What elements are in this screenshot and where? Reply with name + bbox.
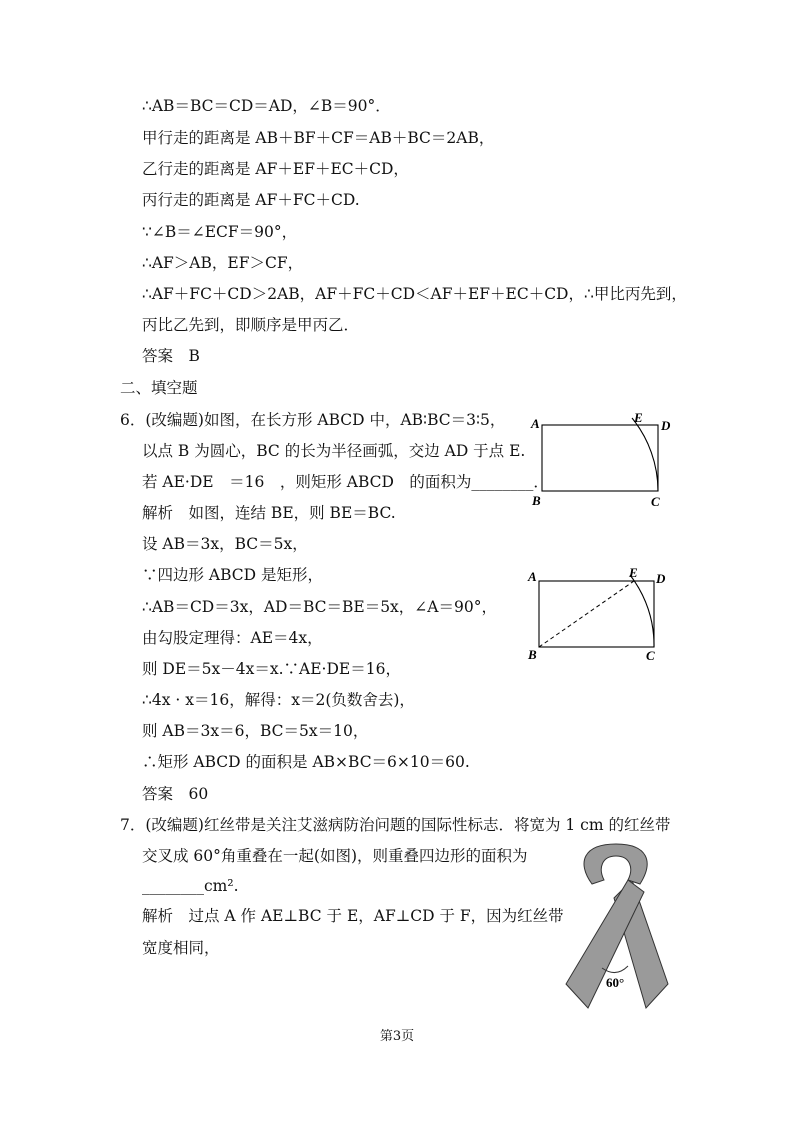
label-a: A — [528, 569, 537, 584]
text-line: 解析 过点 A 作 AE⊥BC 于 E，AF⊥CD 于 F，因为红丝带 — [142, 907, 564, 925]
arc-ec — [632, 418, 658, 491]
arc-ec — [630, 575, 654, 647]
question-7: 7．(改编题)红丝带是关注艾滋病防治问题的国际性标志．将宽为 1 cm 的红丝带 — [120, 816, 671, 834]
text-line: ∵∠B＝∠ECF＝90°， — [142, 223, 298, 241]
text-line: 则 AB＝3x＝6，BC＝5x＝10， — [142, 722, 369, 740]
dashed-be — [539, 581, 634, 647]
text-line: 设 AB＝3x，BC＝5x， — [142, 535, 308, 553]
text-line: 则 DE＝5x－4x＝x.∵AE·DE＝16， — [142, 660, 401, 678]
text-line: ∴AB＝BC＝CD＝AD，∠B＝90°． — [142, 97, 391, 115]
section-heading: 二、填空题 — [120, 379, 198, 397]
text-line: ________cm². — [142, 877, 239, 895]
text-line: 乙行走的距离是 AF＋EF＋EC＋CD， — [142, 160, 409, 178]
text-line: 宽度相同， — [142, 939, 220, 957]
label-d: D — [661, 418, 671, 433]
question-6: 6．(改编题)如图，在长方形 ABCD 中，AB∶BC＝3∶5， — [120, 411, 506, 429]
rectangle-abcd — [539, 581, 654, 647]
rectangle-arc-figure — [526, 408, 676, 512]
rectangle-abcd — [542, 425, 658, 491]
answer-line: 答案 B — [142, 347, 200, 365]
ribbon-figure — [562, 840, 672, 1012]
ribbon-loop — [584, 844, 647, 884]
text-line: ∴矩形 ABCD 的面积是 AB×BC＝6×10＝60. — [142, 753, 470, 771]
label-a: A — [531, 416, 540, 431]
label-e: E — [629, 566, 638, 580]
angle-label: 60° — [606, 975, 625, 990]
text-line: 若 AE·DE ＝16 ，则矩形 ABCD 的面积为________． — [142, 473, 549, 491]
text-line: 解析 如图，连结 BE，则 BE＝BC. — [142, 504, 396, 522]
text-line: ∵四边形 ABCD 是矩形， — [142, 566, 324, 584]
text-line: 以点 B 为圆心，BC 的长为半径画弧，交边 AD 于点 E. — [142, 442, 526, 460]
text-line: 甲行走的距离是 AB＋BF＋CF＝AB＋BC＝2AB， — [142, 129, 495, 147]
text-line: 由勾股定理得：AE＝4x， — [142, 629, 323, 647]
label-d: D — [656, 571, 666, 586]
text-line: ∴AB＝CD＝3x，AD＝BC＝BE＝5x，∠A＝90°， — [142, 598, 497, 616]
page-number: 第3页 — [379, 1029, 415, 1044]
text-line: 丙行走的距离是 AF＋FC＋CD. — [142, 191, 360, 209]
text-line: 交叉成 60°角重叠在一起(如图)，则重叠四边形的面积为 — [142, 847, 528, 865]
label-b: B — [532, 493, 541, 508]
label-b: B — [528, 647, 537, 662]
label-e: E — [634, 410, 643, 425]
rectangle-dashed-figure — [524, 566, 674, 664]
answer-line: 答案 60 — [142, 785, 209, 803]
text-line: ∴4x · x＝16，解得：x＝2(负数舍去)， — [142, 691, 415, 709]
text-line: ∴AF＞AB，EF＞CF， — [142, 254, 304, 272]
text-line: 丙比乙先到，即顺序是甲丙乙． — [142, 316, 360, 334]
label-c: C — [646, 648, 655, 663]
text-line: ∴AF＋FC＋CD＞2AB，AF＋FC＋CD＜AF＋EF＋EC＋CD，∴甲比丙先到， — [142, 285, 687, 303]
label-c: C — [651, 494, 660, 509]
